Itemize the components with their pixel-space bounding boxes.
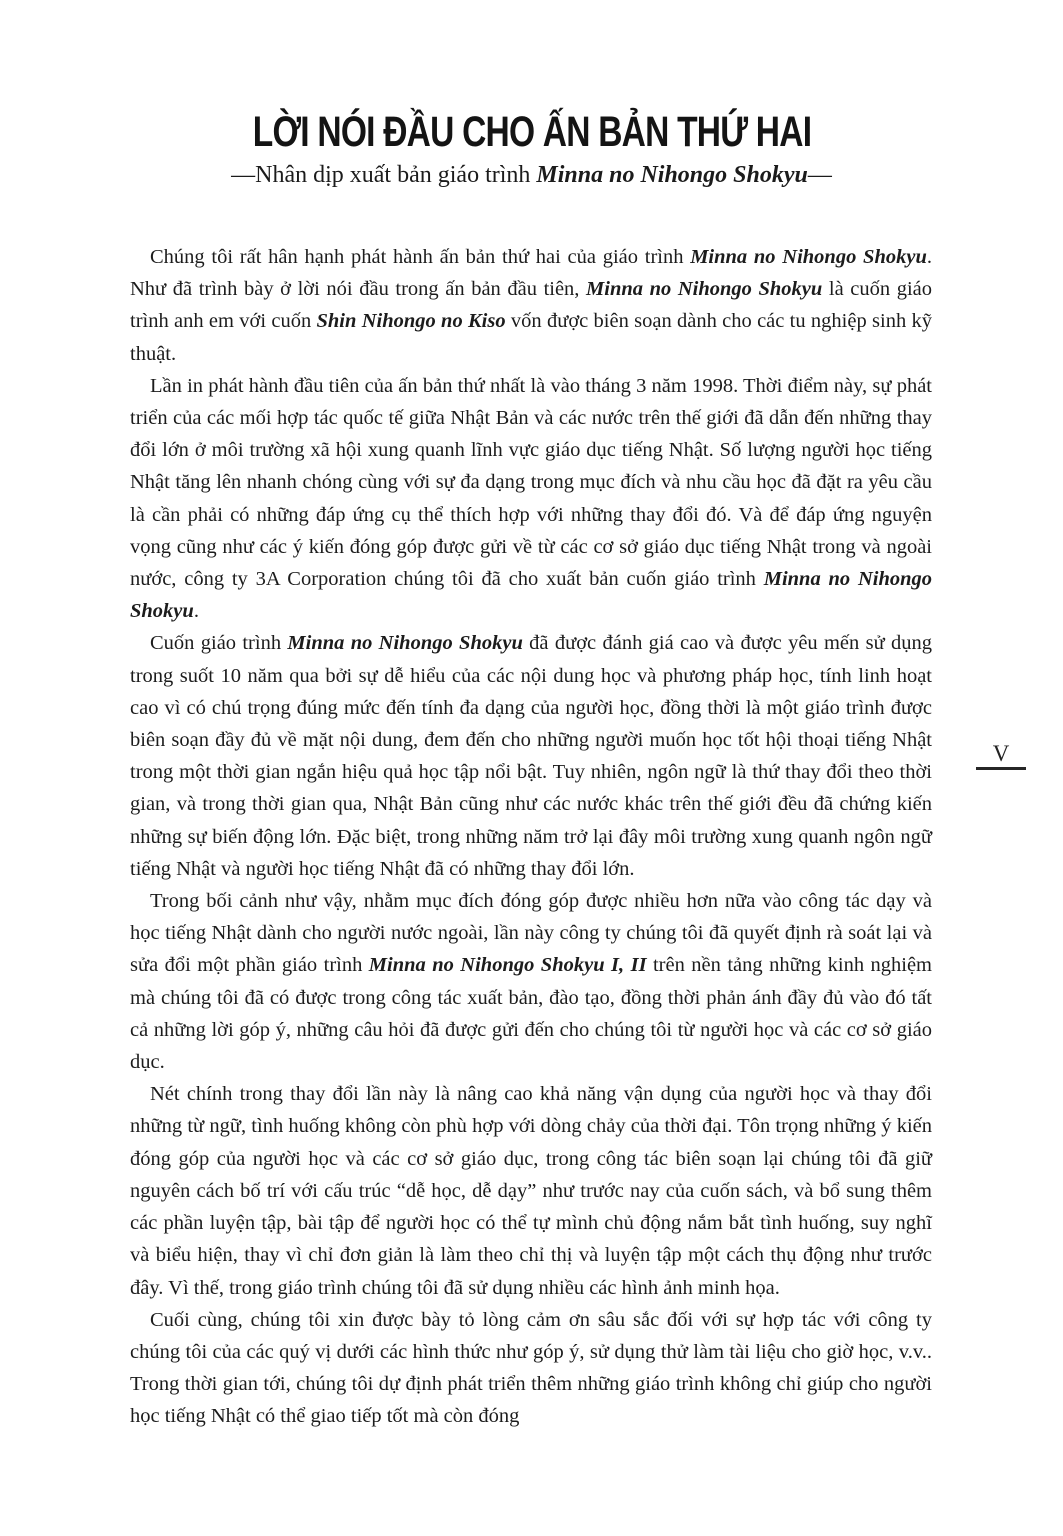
page-title-text: LỜI NÓI ĐẦU CHO ẤN BẢN THỨ HAI: [252, 108, 811, 156]
body-text: Cuối cùng, chúng tôi xin được bày tỏ lòng cảm ơn sâu sắc đối với sự hợp tác với công ty chúng tôi của các quý vị dưới các hình thức như góp ý, sử dụng thử làm tài liệu cho giờ học, v.v.. Trong thời gian tới, chúng tôi dự định phát triển thêm những giáo trình không chỉ giúp cho người học tiếng Nhật có thể giao tiếp tốt mà còn đóng: [130, 1308, 932, 1428]
body-paragraph: [130, 241, 932, 370]
body-text: Chúng tôi rất hân hạnh phát hành ấn bản thứ hai của giáo trình: [150, 246, 691, 268]
body-text: .: [193, 600, 199, 623]
body-text: . Như đã trình bày ở lời nói đầu trong ấn bản đầu tiên,: [130, 246, 932, 301]
body-text: vốn được biên soạn dành cho các tu nghiệp sinh kỹ thuật.: [130, 310, 932, 365]
body-text: đã được đánh giá cao và được yêu mến sử dụng trong suốt 10 năm qua bởi sự dễ hiểu của các nội dung học và phương pháp học, tính linh hoạt cao vì có chú trọng đúng mức đến tính đa dạng của người học, đồng thời là một giáo trình được biên soạn đầy đủ về mặt nội dung, đem đến cho những người muốn học tốt hội thoại tiếng Nhật trong một thời gian ngắn hiệu quả học tập nổi bật. Tuy nhiên, ngôn ngữ là thứ thay đổi theo thời gian, và trong thời gian qua, Nhật Bản cũng như các nước khác trên thế giới đều đã chứng kiến những sự biến động lớn. Đặc biệt, trong những năm trở lại đây môi trường xung quanh ngôn ngữ tiếng Nhật và người học tiếng Nhật đã có những thay đổi lớn.: [130, 632, 933, 880]
book-title-emphasis: Minna no Nihongo Shokyu: [690, 246, 927, 268]
body-text: Trong bối cảnh như vậy, nhằm mục đích đóng góp được nhiều hơn nữa vào công tác dạy và học tiếng Nhật dành cho người nước ngoài, lần này công ty chúng tôi đã quyết định rà soát lại và sửa đổi một phần giáo trình: [130, 890, 932, 977]
subtitle-suffix: —: [807, 162, 832, 188]
page-number-underline: [976, 767, 1026, 770]
page-number-marker: [976, 741, 1026, 770]
book-title-emphasis: Minna no Nihongo Shokyu: [130, 568, 932, 623]
body-paragraphs: [130, 241, 932, 1433]
body-paragraph: [130, 885, 932, 1078]
body-paragraph: [130, 1078, 932, 1303]
page-subtitle: [0, 162, 1063, 189]
body-text: trên nền tảng những kinh nghiệm mà chúng tôi đã có được trong công tác xuất bản, đào tạo, đồng thời phản ánh đầy đủ vào đó tất cả những lời góp ý, những câu hỏi đã được gửi đến cho chúng tôi từ người học và các cơ sở giáo dục.: [130, 954, 933, 1074]
body-text: Cuốn giáo trình: [150, 632, 288, 655]
body-paragraph: [130, 627, 932, 885]
subtitle-prefix: —Nhân dịp xuất bản giáo trình: [231, 162, 537, 188]
book-title-emphasis: Minna no Nihongo Shokyu: [586, 278, 823, 301]
body-paragraph: [130, 1304, 932, 1433]
book-title-emphasis: Shin Nihongo no Kiso: [316, 310, 506, 333]
book-title-emphasis: Minna no Nihongo Shokyu I, II: [368, 954, 647, 977]
page-number: V: [992, 741, 1010, 766]
book-title-emphasis: Minna no Nihongo Shokyu: [287, 632, 523, 655]
body-paragraph: [130, 370, 932, 628]
subtitle-book-title: Minna no Nihongo Shokyu: [536, 162, 808, 188]
page-title: [0, 108, 1063, 157]
body-text: Nét chính trong thay đổi lần này là nâng cao khả năng vận dụng của người học và thay đổi những từ ngữ, tình huống không còn phù hợp với dòng chảy của thời đại. Tôn trọng những ý kiến đóng góp của người học và các cơ sở giáo dục, trong công tác biên soạn lại chúng tôi đã giữ nguyên cách bố trí với cấu trúc “dễ học, dễ dạy” như trước nay của cuốn sách, và bổ sung thêm các phần luyện tập, bài tập để người học có thể tự mình chủ động nắm bắt tình huống, suy nghĩ và biểu hiện, thay vì chỉ đơn giản là làm theo chỉ thị và luyện tập một cách thụ động như trước đây. Vì thế, trong giáo trình chúng tôi đã sử dụng nhiều các hình ảnh minh họa.: [130, 1083, 932, 1299]
body-text: Lần in phát hành đầu tiên của ấn bản thứ nhất là vào tháng 3 năm 1998. Thời điểm này, sự phát triển của các mối hợp tác quốc tế giữa Nhật Bản và các nước trên thế giới đã dẫn đến những thay đổi lớn ở môi trường xã hội xung quanh lĩnh vực giáo dục tiếng Nhật. Số lượng người học tiếng Nhật tăng lên nhanh chóng cùng với sự đa dạng trong mục đích và nhu cầu học đã đặt ra yêu cầu là cần phải có những đáp ứng cụ thể thích hợp với những thay đổi đó. Và để đáp ứng nguyện vọng cũng như các ý kiến đóng góp được gửi về từ các cơ sở giáo dục tiếng Nhật trong và ngoài nước, công ty 3A Corporation chúng tôi đã cho xuất bản cuốn giáo trình: [130, 374, 932, 591]
body-text: là cuốn giáo trình anh em với cuốn: [130, 278, 932, 333]
